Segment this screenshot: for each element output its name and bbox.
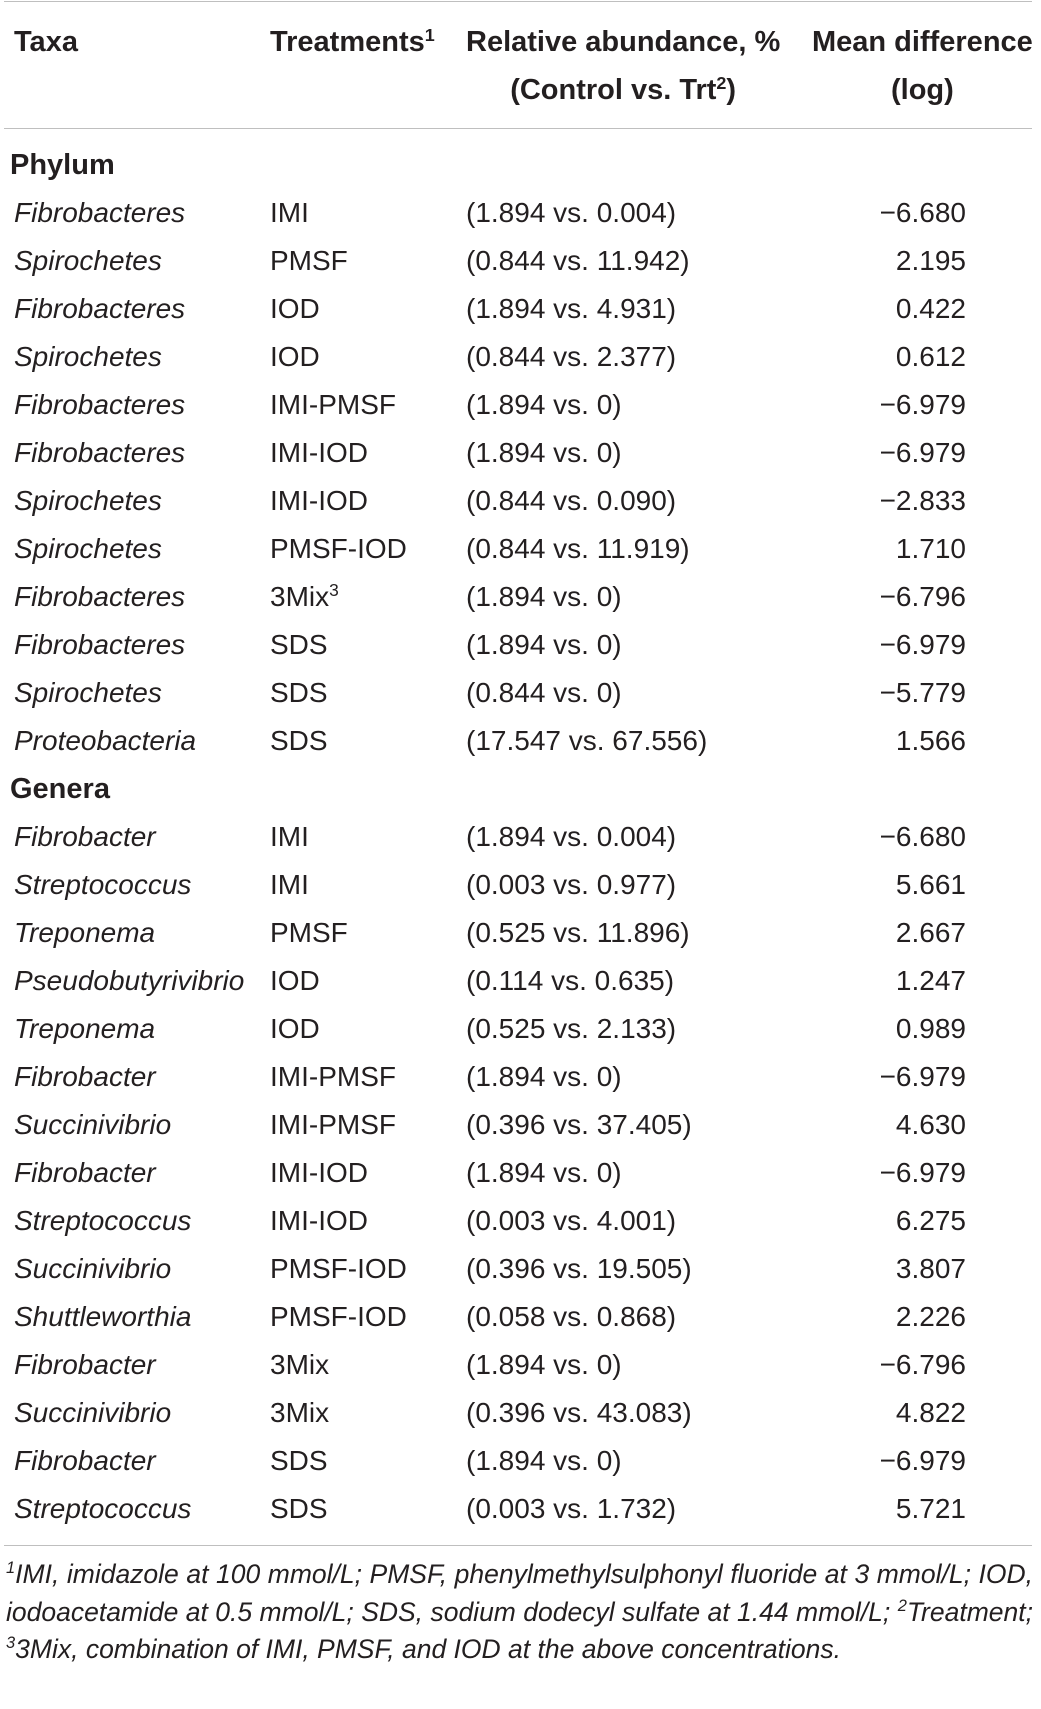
relative-abundance-cell: (1.894 vs. 0.004) xyxy=(466,197,677,228)
mean-difference-cell: −6.979 xyxy=(879,1061,966,1092)
header-treatments: Treatments$^1$ xyxy=(270,25,435,58)
genera-rows xyxy=(0,813,1041,1533)
treatment-cell: IOD xyxy=(270,965,320,996)
treatment-cell: PMSF xyxy=(270,245,348,276)
mean-difference-cell: 0.422 xyxy=(895,293,966,324)
taxa-cell: Succinivibrio xyxy=(14,1397,172,1428)
table-row xyxy=(0,285,1041,333)
relative-abundance-cell: (1.894 vs. 0) xyxy=(466,581,622,612)
taxa-cell: Fibrobacter xyxy=(14,1061,156,1092)
taxa-cell: Streptococcus xyxy=(14,1205,192,1236)
table-row xyxy=(0,1245,1041,1293)
table-body xyxy=(0,141,1041,1533)
treatment-cell: PMSF-IOD xyxy=(270,533,407,564)
taxa-cell: Proteobacteria xyxy=(14,725,197,756)
taxa-cell: Spirochetes xyxy=(14,533,162,564)
table-row xyxy=(0,813,1041,861)
table-row xyxy=(0,333,1041,381)
relative-abundance-cell: (1.894 vs. 0) xyxy=(466,1445,622,1476)
table-row xyxy=(0,1101,1041,1149)
taxa-cell: Succinivibrio xyxy=(14,1253,172,1284)
section-genera: Genera xyxy=(10,773,110,805)
relative-abundance-cell: (0.396 vs. 43.083) xyxy=(466,1397,692,1428)
treatment-cell: 3Mix xyxy=(270,1397,330,1428)
table-row xyxy=(0,573,1041,621)
mean-difference-cell: 1.566 xyxy=(895,725,966,756)
taxa-cell: Streptococcus xyxy=(14,869,192,900)
relative-abundance-cell: (0.525 vs. 11.896) xyxy=(466,917,690,948)
table-row xyxy=(0,909,1041,957)
treatment-cell: IOD xyxy=(270,341,320,372)
taxa-cell: Fibrobacteres xyxy=(14,629,186,660)
relative-abundance-cell: (1.894 vs. 0) xyxy=(466,1157,622,1188)
top-rule xyxy=(4,1,1032,2)
mean-difference-cell: 0.612 xyxy=(895,341,966,372)
taxa-cell: Fibrobacteres xyxy=(14,389,186,420)
taxa-cell: Fibrobacter xyxy=(14,1349,156,1380)
relative-abundance-cell: (1.894 vs. 0) xyxy=(466,389,622,420)
table-row xyxy=(0,429,1041,477)
relative-abundance-cell: (0.396 vs. 19.505) xyxy=(466,1253,692,1284)
header-taxa: Taxa xyxy=(14,26,78,58)
table-row xyxy=(0,621,1041,669)
treatment-cell: IOD xyxy=(270,293,320,324)
mean-difference-cell: −5.779 xyxy=(879,677,966,708)
table-footnote: $^1$IMI, imidazole at 100 mmol/L; PMSF, phenylmethylsulphonyl fluoride at 3 mmol/L; IOD, iodoacetamide at 0.5 mmol/L; SDS, sodium dodecyl sulfate at 1.44 mmol/L; $^2$Treatment; $^3$3Mix, combination of IMI, PMSF, and IOD at the above concentrations. xyxy=(6,1559,1033,1664)
relative-abundance-cell: (0.114 vs. 0.635) xyxy=(466,965,675,996)
treatment-cell: SDS xyxy=(270,725,328,756)
table-row xyxy=(0,1389,1041,1437)
taxa-cell: Spirochetes xyxy=(14,245,162,276)
table-row xyxy=(0,861,1041,909)
relative-abundance-cell: (0.844 vs. 11.942) xyxy=(466,245,690,276)
mean-difference-cell: 5.661 xyxy=(895,869,966,900)
mean-difference-cell: 4.822 xyxy=(895,1397,966,1428)
treatment-cell: SDS xyxy=(270,1445,328,1476)
table-row xyxy=(0,1293,1041,1341)
header-mean-difference: Mean difference (log) xyxy=(812,26,1033,106)
table-row xyxy=(0,957,1041,1005)
relative-abundance-cell: (0.844 vs. 0) xyxy=(466,677,622,708)
taxa-cell: Fibrobacteres xyxy=(14,437,186,468)
relative-abundance-cell: (1.894 vs. 0) xyxy=(466,437,622,468)
treatment-cell: IMI xyxy=(270,197,309,228)
relative-abundance-cell: (0.844 vs. 11.919) xyxy=(466,533,690,564)
table-row xyxy=(0,669,1041,717)
relative-abundance-cell: (1.894 vs. 4.931) xyxy=(466,293,677,324)
mean-difference-cell: −6.979 xyxy=(879,389,966,420)
taxa-cell: Treponema xyxy=(14,917,156,948)
taxa-cell: Treponema xyxy=(14,1013,156,1044)
treatment-cell: PMSF-IOD xyxy=(270,1301,407,1332)
relative-abundance-cell: (1.894 vs. 0) xyxy=(466,1061,622,1092)
relative-abundance-cell: (0.525 vs. 2.133) xyxy=(466,1013,677,1044)
table-row xyxy=(0,1053,1041,1101)
relative-abundance-cell: (1.894 vs. 0) xyxy=(466,629,622,660)
treatment-cell: IMI-PMSF xyxy=(270,1109,396,1140)
relative-abundance-cell: (0.003 vs. 1.732) xyxy=(466,1493,677,1524)
taxa-cell: Shuttleworthia xyxy=(14,1301,192,1332)
phylum-rows xyxy=(0,189,1041,765)
table-row xyxy=(0,717,1041,765)
table-row xyxy=(0,1341,1041,1389)
mean-difference-cell: 4.630 xyxy=(895,1109,966,1140)
table-row xyxy=(0,381,1041,429)
taxa-cell: Fibrobacteres xyxy=(14,581,186,612)
mean-difference-cell: 5.721 xyxy=(895,1493,966,1524)
relative-abundance-cell: (0.396 vs. 37.405) xyxy=(466,1109,692,1140)
treatment-cell: SDS xyxy=(270,677,328,708)
relative-abundance-cell: (17.547 vs. 67.556) xyxy=(466,725,708,756)
bottom-rule xyxy=(4,1545,1032,1546)
taxa-cell: Spirochetes xyxy=(14,677,162,708)
relative-abundance-cell: (0.844 vs. 2.377) xyxy=(466,341,677,372)
table-row xyxy=(0,1197,1041,1245)
mean-difference-cell: −6.979 xyxy=(879,437,966,468)
taxa-cell: Spirochetes xyxy=(14,341,162,372)
taxa-cell: Fibrobacteres xyxy=(14,197,186,228)
taxa-cell: Streptococcus xyxy=(14,1493,192,1524)
table-row xyxy=(0,477,1041,525)
mean-difference-cell: −6.979 xyxy=(879,1445,966,1476)
treatment-cell: PMSF xyxy=(270,917,348,948)
treatment-cell: SDS xyxy=(270,629,328,660)
mean-difference-cell: −6.680 xyxy=(879,197,966,228)
treatment-cell: IMI xyxy=(270,869,309,900)
mean-difference-cell: 6.275 xyxy=(895,1205,966,1236)
relative-abundance-cell: (0.844 vs. 0.090) xyxy=(466,485,677,516)
section-phylum: Phylum xyxy=(10,149,115,181)
table-row xyxy=(0,237,1041,285)
taxa-cell: Succinivibrio xyxy=(14,1109,172,1140)
header-rule xyxy=(4,128,1032,129)
treatment-cell: IMI-PMSF xyxy=(270,389,396,420)
mean-difference-cell: 3.807 xyxy=(895,1253,966,1284)
treatment-cell: IMI-IOD xyxy=(270,1205,368,1236)
taxa-cell: Fibrobacteres xyxy=(14,293,186,324)
treatment-cell: IMI-IOD xyxy=(270,1157,368,1188)
treatment-cell: SDS xyxy=(270,1493,328,1524)
table-row xyxy=(0,189,1041,237)
relative-abundance-cell: (1.894 vs. 0.004) xyxy=(466,821,677,852)
mean-difference-cell: 2.226 xyxy=(895,1301,966,1332)
table-row xyxy=(0,1437,1041,1485)
mean-difference-cell: −6.796 xyxy=(879,1349,966,1380)
mean-difference-cell: −2.833 xyxy=(879,485,966,516)
table-row xyxy=(0,1149,1041,1197)
treatment-cell: IMI-IOD xyxy=(270,485,368,516)
mean-difference-cell: 1.710 xyxy=(895,533,966,564)
table-row xyxy=(0,1005,1041,1053)
mean-difference-cell: 2.195 xyxy=(895,245,966,276)
treatment-cell: IMI-IOD xyxy=(270,437,368,468)
treatment-cell: IMI xyxy=(270,821,309,852)
taxa-cell: Fibrobacter xyxy=(14,821,156,852)
treatment-cell: IMI-PMSF xyxy=(270,1061,396,1092)
taxa-cell: Spirochetes xyxy=(14,485,162,516)
mean-difference-cell: −6.979 xyxy=(879,629,966,660)
taxa-cell: Pseudobutyrivibrio xyxy=(14,965,245,996)
taxa-cell: Fibrobacter xyxy=(14,1445,156,1476)
mean-difference-cell: 2.667 xyxy=(895,917,966,948)
mean-difference-cell: −6.680 xyxy=(879,821,966,852)
mean-difference-cell: −6.979 xyxy=(879,1157,966,1188)
table-row xyxy=(0,525,1041,573)
treatment-cell: IOD xyxy=(270,1013,320,1044)
header-relative-abundance: Relative abundance, % (Control vs. Trt$^2$) xyxy=(466,26,781,106)
treatment-cell: 3Mix xyxy=(270,1349,330,1380)
relative-abundance-cell: (0.003 vs. 0.977) xyxy=(466,869,677,900)
taxa-cell: Fibrobacter xyxy=(14,1157,156,1188)
mean-difference-cell: −6.796 xyxy=(879,581,966,612)
relative-abundance-cell: (1.894 vs. 0) xyxy=(466,1349,622,1380)
table-row xyxy=(0,1485,1041,1533)
mean-difference-cell: 0.989 xyxy=(895,1013,966,1044)
relative-abundance-cell: (0.003 vs. 4.001) xyxy=(466,1205,677,1236)
relative-abundance-cell: (0.058 vs. 0.868) xyxy=(466,1301,677,1332)
treatment-cell: 3Mix$^3$ xyxy=(270,580,339,612)
treatment-cell: PMSF-IOD xyxy=(270,1253,407,1284)
mean-difference-cell: 1.247 xyxy=(895,965,966,996)
